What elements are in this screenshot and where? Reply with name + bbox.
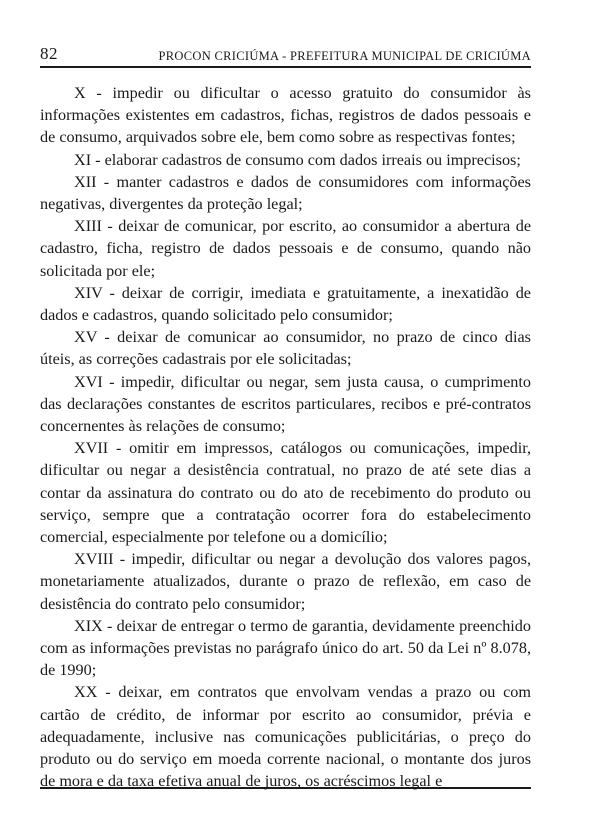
paragraph-text: deixar de entregar o termo de garantia, devidamente preenchido com as informações previstas no parágrafo único do art. 50 da Lei nº 8.078, de 1990; (40, 616, 531, 680)
paragraph-text: impedir, dificultar ou negar a devolução dos valores pagos, monetariamente atualizados, durante o prazo de reflexão, em caso de desistência do contrato pelo consumidor; (40, 550, 531, 613)
article-numeral: XI - (74, 150, 101, 169)
running-head: PROCON CRICIÚMA - PREFEITURA MUNICIPAL DE CRICIÚMA (158, 49, 531, 63)
paragraph-xiv (40, 282, 531, 326)
paragraph-xi (40, 149, 531, 171)
paragraph-text: impedir ou dificultar o acesso gratuito do consumidor às informações existentes em cadastros, fichas, registros de dados pessoais e de consumo, arquivados sobre ele, bem como sobre as respectivas fontes; (40, 84, 531, 147)
article-numeral: XIII - (74, 217, 113, 236)
paragraph-xvii (40, 437, 531, 548)
paragraph-xii (40, 171, 531, 215)
paragraph-text: deixar de comunicar ao consumidor, no prazo de cinco dias úteis, as correções cadastrais por ele solicitadas; (40, 328, 531, 369)
paragraph-text: deixar de comunicar, por escrito, ao consumidor a abertura de cadastro, ficha, registro de dados pessoais e de consumo, quando não solicitada por ele; (40, 217, 531, 280)
article-numeral: XX - (74, 683, 111, 702)
paragraph-xx (40, 681, 531, 792)
header-rule (40, 66, 531, 68)
article-numeral: XVII - (74, 439, 122, 458)
article-numeral: XVIII - (74, 550, 126, 569)
paragraph-text: deixar de corrigir, imediata e gratuitamente, a inexatidão de dados e cadastros, quando solicitado pelo consumidor; (40, 283, 531, 325)
paragraph-text: manter cadastros e dados de consumidores com informações negativas, divergentes da proteção legal; (40, 172, 531, 214)
paragraph-xvi (40, 371, 531, 438)
page-header (40, 42, 531, 64)
paragraph-xiii (40, 215, 531, 282)
article-numeral: XIX - (74, 616, 113, 635)
paragraph-text: deixar, em contratos que envolvam vendas a prazo ou com cartão de crédito, de informar por escrito ao consumidor, prévia e adequadamente, inclusive nas comunicações publicitárias, o preço do produto ou do serviço em moeda corrente nacional, o montante dos juros de mora e da taxa efetiva anual de juros, os acréscimos legal e (40, 683, 531, 791)
article-numeral: XIV - (74, 283, 115, 302)
body-text (40, 82, 531, 793)
article-numeral: XV - (74, 328, 110, 347)
paragraph-xix (40, 615, 531, 682)
article-numeral: XVI - (74, 372, 115, 391)
paragraph-text: elaborar cadastros de consumo com dados irreais ou imprecisos; (100, 150, 521, 169)
article-numeral: X - (74, 84, 102, 102)
page-number: 82 (40, 44, 58, 63)
paragraph-xv (40, 326, 531, 370)
paragraph-x (40, 82, 531, 149)
paragraph-text: omitir em impressos, catálogos ou comunicações, impedir, dificultar ou negar a desistência contratual, no prazo de até sete dias a contar da assinatura do contrato ou do ato de recebimento do produto ou serviço, sempre que a contratação ocorrer fora do estabelecimento comercial, especialmente por telefone ou a domicílio; (40, 439, 531, 547)
footer-rule (40, 787, 531, 789)
article-numeral: XII - (74, 172, 110, 191)
paragraph-xviii (40, 548, 531, 615)
paragraph-text: impedir, dificultar ou negar, sem justa causa, o cumprimento das declarações constantes de escritos particulares, recibos e pré-contratos concernentes às relações de consumo; (40, 372, 531, 436)
